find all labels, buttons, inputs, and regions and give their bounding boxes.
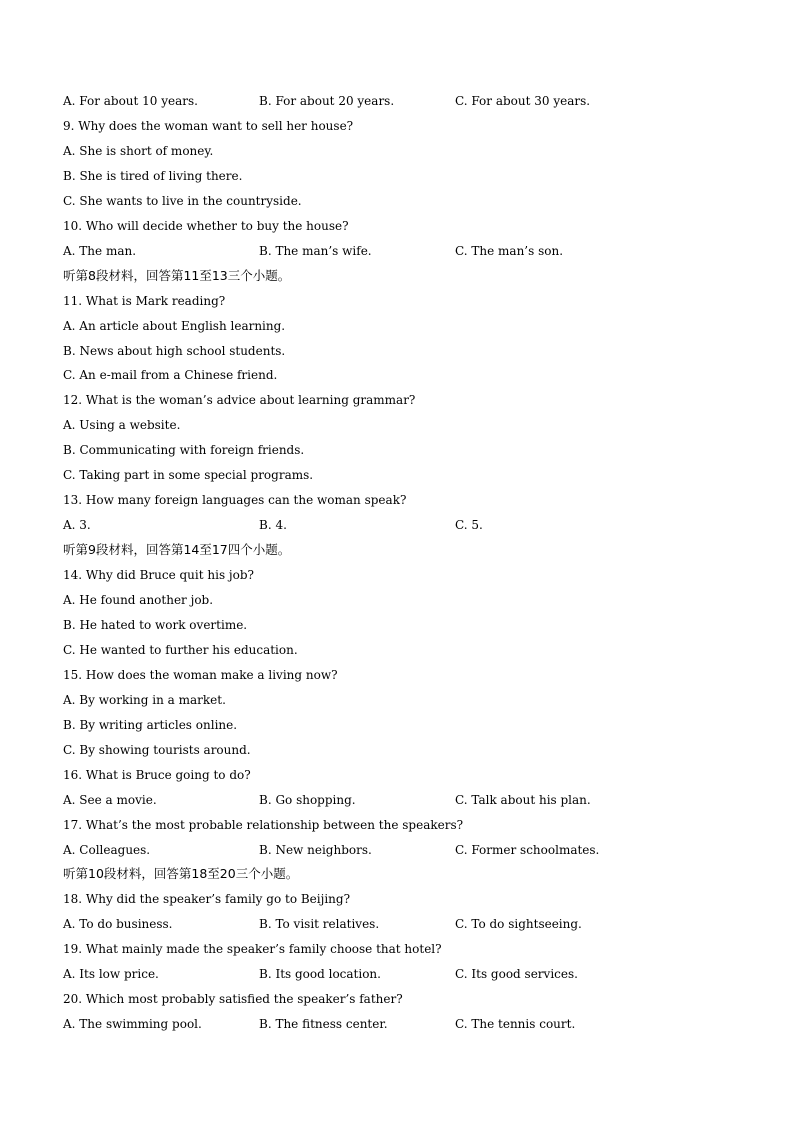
option-b: B. 4.	[259, 518, 287, 533]
option-b: B. For about 20 years.	[259, 94, 395, 108]
option-text: C. An e-mail from a Chinese friend.	[63, 368, 278, 383]
option-text: C. She wants to live in the countryside.	[63, 193, 302, 208]
option-b: B. The fitness center.	[259, 1017, 388, 1032]
option-b: B. Go shopping.	[259, 792, 356, 807]
option-b: B. Its good location.	[259, 967, 381, 982]
question-text: 13. How many foreign languages can the woman speak?	[63, 493, 407, 508]
option-text: A. He found another job.	[63, 593, 214, 607]
question-text: 15. How does the woman make a living now?	[63, 667, 338, 682]
question-text: 19. What mainly made the speaker’s family choose that hotel?	[63, 942, 442, 957]
option-c: C. 5.	[455, 518, 483, 533]
option-b: B. To visit relatives.	[259, 917, 380, 932]
question-text: 14. Why did Bruce quit his job?	[63, 568, 254, 582]
question-text: 17. What’s the most probable relationship between the speakers?	[63, 817, 464, 832]
question-text: 12. What is the woman’s advice about learning grammar?	[63, 393, 416, 408]
option-c: C. For about 30 years.	[455, 94, 591, 108]
option-text: B. By writing articles online.	[63, 717, 238, 732]
option-a: A. The man.	[63, 243, 137, 258]
option-b: B. The man’s wife.	[259, 243, 372, 258]
option-text: A. She is short of money.	[63, 143, 214, 158]
option-text: B. News about high school students.	[63, 343, 286, 358]
option-a: A. Its low price.	[63, 967, 159, 982]
option-text: A. By working in a market.	[63, 692, 226, 707]
question-text: 18. Why did the speaker’s family go to Beijing?	[63, 892, 351, 907]
option-c: C. Talk about his plan.	[455, 792, 591, 807]
option-text: A. An article about English learning.	[63, 318, 286, 333]
option-text: A. Using a website.	[63, 418, 181, 433]
question-text: 16. What is Bruce going to do?	[63, 767, 251, 782]
question-text: 9. Why does the woman want to sell her house?	[63, 119, 354, 133]
option-text: B. Communicating with foreign friends.	[63, 443, 305, 458]
option-text: B. She is tired of living there.	[63, 168, 243, 183]
section-heading: 听第10段材料，回答第18至20三个小题。	[63, 866, 299, 882]
option-c: C. To do sightseeing.	[455, 917, 582, 932]
option-c: C. Former schoolmates.	[455, 842, 600, 857]
option-a: A. The swimming pool.	[63, 1017, 202, 1032]
option-text: C. He wanted to further his education.	[63, 642, 298, 657]
option-a: A. 3.	[63, 518, 91, 533]
option-c: C. The man’s son.	[455, 243, 564, 258]
option-text: C. By showing tourists around.	[63, 742, 251, 757]
question-text: 11. What is Mark reading?	[63, 293, 226, 308]
option-text: B. He hated to work overtime.	[63, 617, 248, 632]
option-a: A. Colleagues.	[63, 842, 151, 857]
option-c: C. The tennis court.	[455, 1017, 576, 1032]
option-a: A. To do business.	[63, 917, 173, 932]
section-heading: 听第9段材料，回答第14至17四个小题。	[63, 542, 291, 558]
option-b: B. New neighbors.	[259, 842, 372, 857]
option-c: C. Its good services.	[455, 967, 578, 982]
option-a: A. See a movie.	[63, 792, 157, 807]
option-a: A. For about 10 years.	[63, 94, 198, 108]
section-heading: 听第8段材料，回答第11至13三个小题。	[63, 267, 291, 283]
option-text: C. Taking part in some special programs.	[63, 468, 314, 483]
question-text: 10. Who will decide whether to buy the house?	[63, 218, 349, 233]
question-text: 20. Which most probably satisfied the speaker’s father?	[63, 992, 403, 1007]
